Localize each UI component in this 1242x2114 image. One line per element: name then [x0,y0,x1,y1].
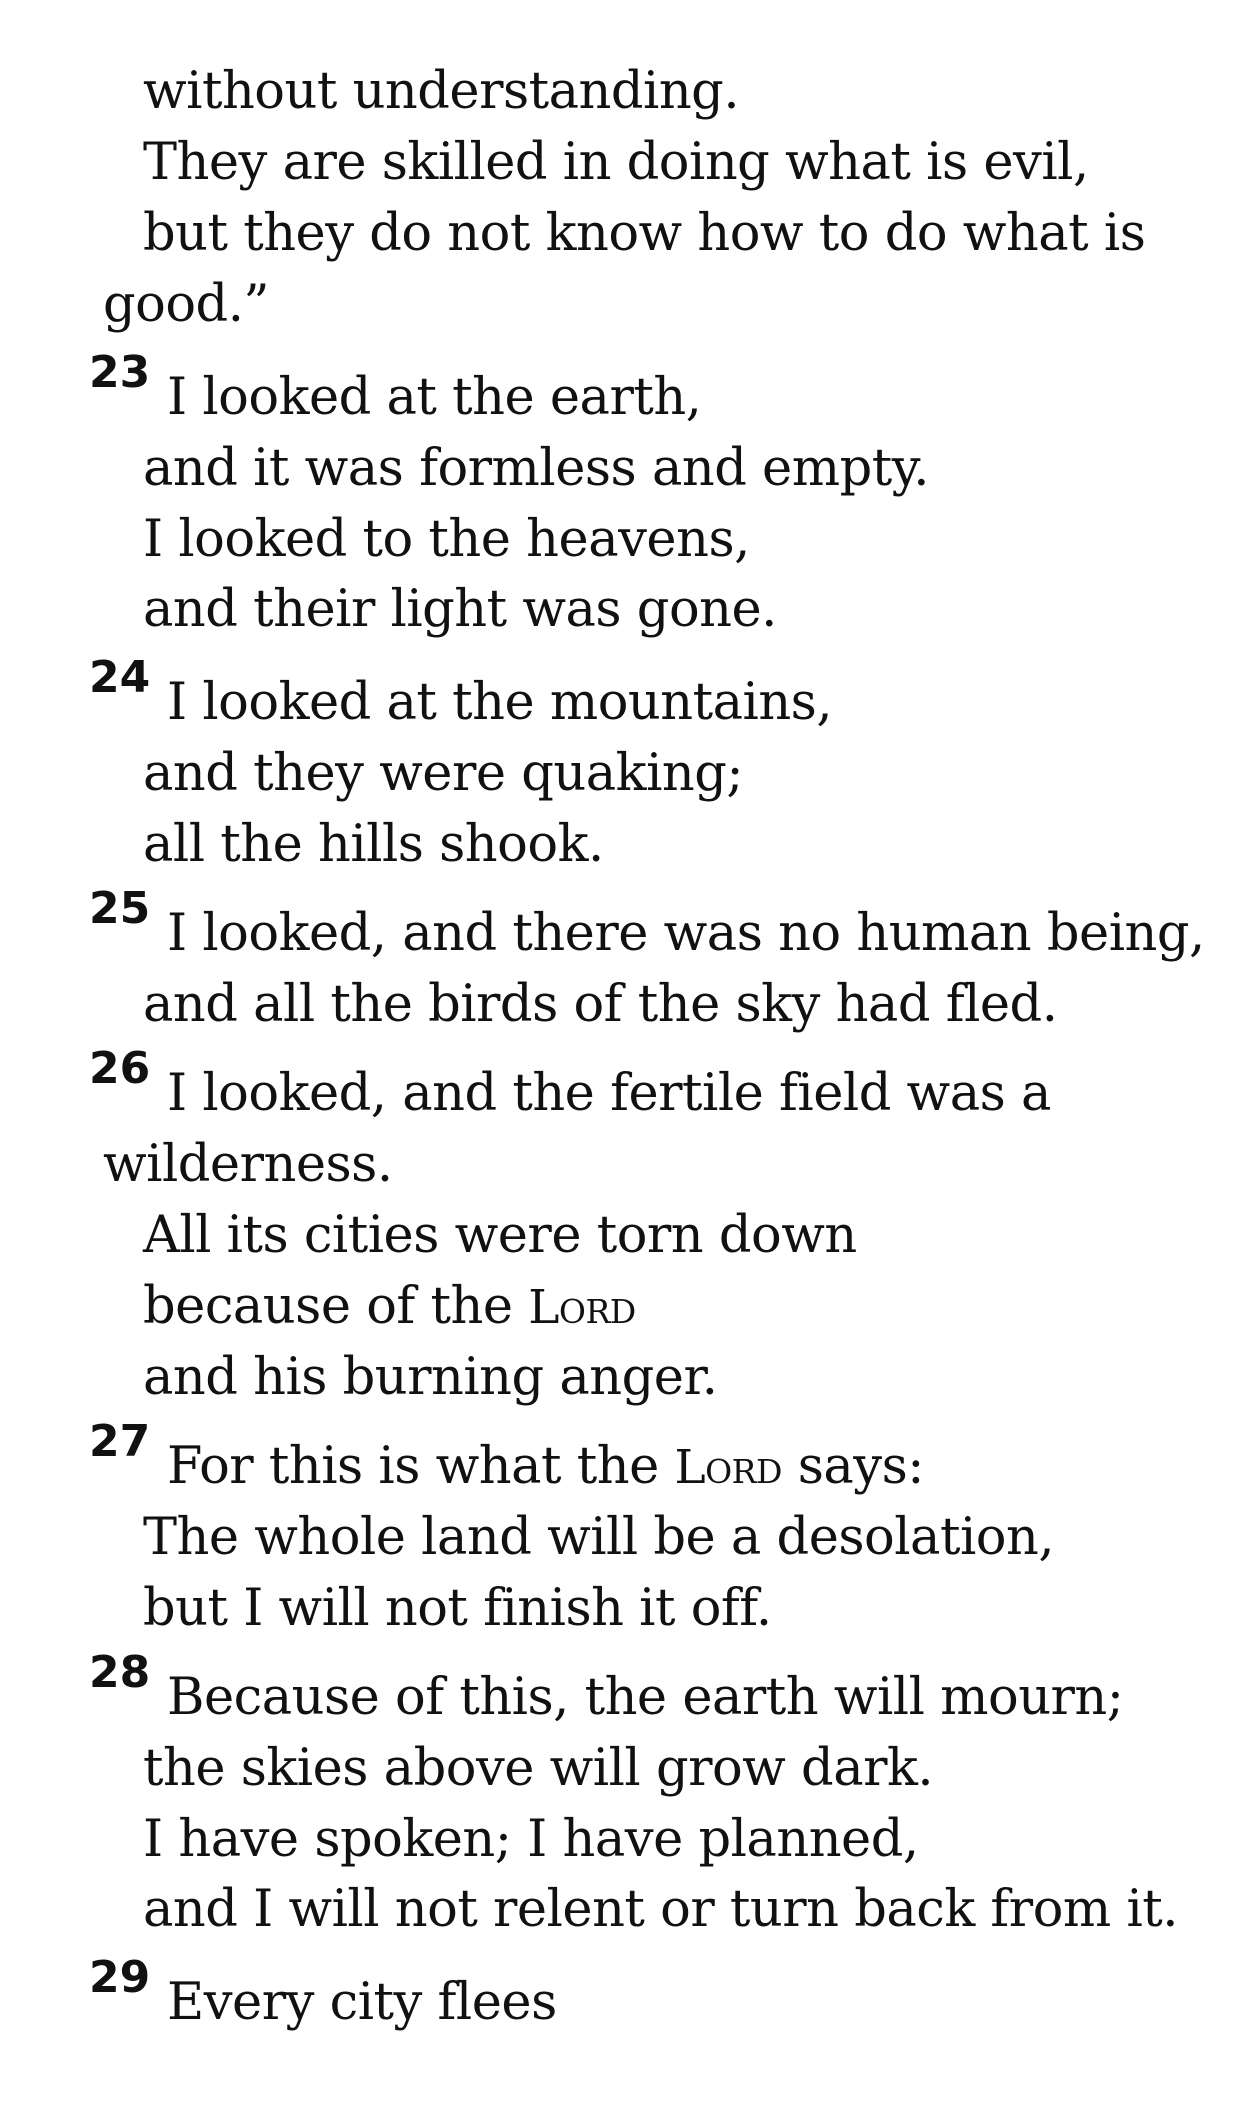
verse-line-text: For this is what the [167,1437,675,1496]
verse-line: I looked at the mountains, [167,673,833,732]
divine-name: Lord [674,1440,782,1495]
verse-line: I looked, and the fertile field was a [167,1064,1051,1123]
verse-line: I looked to the heavens, [143,510,750,569]
verse-line: I have spoken; I have planned, [143,1810,919,1869]
verse-number: 26 [89,1043,151,1094]
verse-line: without understanding. [143,62,740,121]
verse-line: Because of this, the earth will mourn; [167,1668,1124,1727]
verse-line: wilderness. [103,1135,393,1194]
verse-line: all the hills shook. [143,815,604,874]
verse-line: The whole land will be a desolation, [143,1508,1055,1567]
verse-number: 25 [89,883,151,934]
verse-line: the skies above will grow dark. [143,1739,934,1798]
verse-line: and their light was gone. [143,580,777,639]
verse-line: All its cities were torn down [143,1206,857,1265]
divine-name: Lord [528,1280,636,1335]
verse-number: 28 [89,1647,151,1698]
verse-line: and I will not relent or turn back from it. [143,1880,1178,1939]
verse-line: and it was formless and empty. [143,439,929,498]
verse-line: I looked at the earth, [167,368,702,427]
verse-line: and all the birds of the sky had fled. [143,975,1058,1034]
verse-number: 23 [89,347,151,398]
verse-line: good.” [103,275,269,334]
verse-line: Every city flees [167,1973,557,2032]
verse-line [143,1277,636,1338]
verse-line: and they were quaking; [143,744,744,803]
verse-number: 27 [89,1416,151,1467]
verse-line: but I will not finish it off. [143,1579,772,1638]
verse-number: 24 [89,652,151,703]
verse-line-text: because of the [143,1277,529,1336]
verse-number: 29 [89,1952,151,2003]
verse-line: and his burning anger. [143,1348,718,1407]
verse-line: but they do not know how to do what is [143,204,1146,263]
verse-line: They are skilled in doing what is evil, [143,133,1089,192]
verse-line-text: says: [781,1437,924,1496]
verse-line [167,1437,924,1498]
verse-line: I looked, and there was no human being, [167,904,1205,963]
